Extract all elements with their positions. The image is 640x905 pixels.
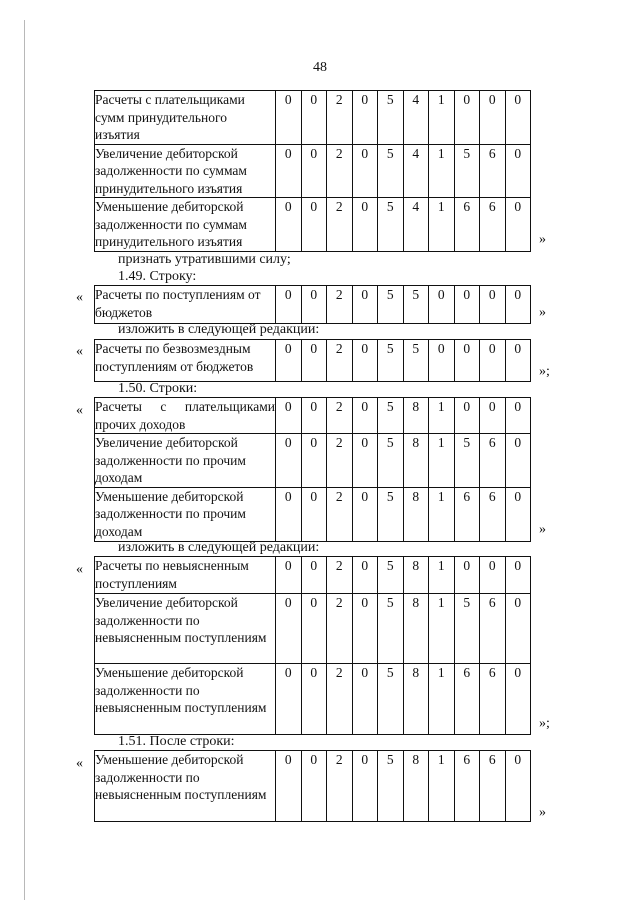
code-digit: 0: [352, 751, 378, 822]
code-digit: 0: [480, 91, 506, 145]
code-digit: 0: [505, 487, 531, 541]
row-label: Расчеты по поступлениям от бюджетов: [95, 286, 276, 324]
code-digit: 0: [352, 487, 378, 541]
opening-quote: «: [76, 756, 83, 771]
row-label: Уменьшение дебиторской задолженности по невыясненным поступлениям: [95, 751, 276, 822]
code-digit: 0: [505, 398, 531, 434]
table-budget-receipts: [94, 285, 531, 324]
code-digit: 6: [480, 434, 506, 488]
code-digit: 1: [429, 751, 455, 822]
code-digit: 5: [378, 340, 404, 382]
row-label: Уменьшение дебиторской задолженности по суммам принудительного изъятия: [95, 198, 276, 252]
table-row: [95, 398, 531, 434]
code-digit: 4: [403, 144, 429, 198]
code-digit: 0: [301, 286, 327, 324]
code-digit: 8: [403, 594, 429, 664]
closing-quote: »: [539, 305, 546, 320]
table-row: [95, 487, 531, 541]
code-digit: 8: [403, 434, 429, 488]
table-row: [95, 594, 531, 664]
instruction-text: признать утратившими силу;: [118, 252, 291, 267]
code-digit: 0: [352, 557, 378, 594]
opening-quote: «: [76, 344, 83, 359]
code-digit: 2: [327, 434, 353, 488]
code-digit: 5: [378, 434, 404, 488]
table-row: [95, 557, 531, 594]
code-digit: 0: [301, 398, 327, 434]
instruction-text: изложить в следующей редакции:: [118, 322, 320, 337]
code-digit: 5: [378, 286, 404, 324]
code-digit: 2: [327, 751, 353, 822]
opening-quote: «: [76, 562, 83, 577]
code-digit: 8: [403, 751, 429, 822]
code-digit: 4: [403, 198, 429, 252]
code-digit: 2: [327, 91, 353, 145]
code-digit: 0: [301, 664, 327, 735]
table-row: [95, 751, 531, 822]
code-digit: 1: [429, 557, 455, 594]
code-digit: 5: [454, 434, 480, 488]
section-heading: 1.51. После строки:: [118, 734, 235, 749]
code-digit: 0: [352, 91, 378, 145]
section-heading: 1.50. Строки:: [118, 381, 198, 396]
table-other-income: [94, 397, 531, 542]
code-digit: 0: [301, 487, 327, 541]
code-digit: 0: [505, 751, 531, 822]
code-digit: 6: [480, 664, 506, 735]
code-digit: 0: [505, 434, 531, 488]
table-free-budget-receipts: [94, 339, 531, 382]
code-digit: 5: [378, 144, 404, 198]
closing-quote: »;: [539, 364, 550, 379]
row-label: Расчеты по невыясненным поступлениям: [95, 557, 276, 594]
code-digit: 0: [276, 664, 302, 735]
code-digit: 6: [480, 198, 506, 252]
code-digit: 0: [505, 144, 531, 198]
code-digit: 6: [454, 487, 480, 541]
opening-quote: «: [76, 403, 83, 418]
code-digit: 0: [301, 594, 327, 664]
code-digit: 0: [480, 398, 506, 434]
code-digit: 0: [352, 664, 378, 735]
code-digit: 0: [276, 398, 302, 434]
row-label: Расчеты по безвозмездным поступлениям от бюджетов: [95, 340, 276, 382]
code-digit: 2: [327, 144, 353, 198]
row-label: Расчеты с плательщиками сумм принудительного изъятия: [95, 91, 276, 145]
table-row: [95, 664, 531, 735]
code-digit: 0: [505, 340, 531, 382]
code-digit: 8: [403, 398, 429, 434]
table-row: [95, 91, 531, 145]
code-digit: 6: [454, 751, 480, 822]
code-digit: 2: [327, 557, 353, 594]
code-digit: 0: [301, 751, 327, 822]
code-digit: 0: [276, 557, 302, 594]
table-receivables-forced: [94, 90, 531, 252]
code-digit: 0: [301, 198, 327, 252]
code-digit: 6: [480, 751, 506, 822]
section-heading: 1.49. Строку:: [118, 269, 197, 284]
table-after-row: [94, 750, 531, 822]
code-digit: 1: [429, 434, 455, 488]
code-digit: 1: [429, 198, 455, 252]
closing-quote: »;: [539, 716, 550, 731]
code-digit: 5: [378, 594, 404, 664]
closing-quote: »: [539, 805, 546, 820]
code-digit: 0: [301, 144, 327, 198]
code-digit: 0: [276, 286, 302, 324]
code-digit: 0: [276, 594, 302, 664]
code-digit: 0: [480, 557, 506, 594]
code-digit: 8: [403, 664, 429, 735]
code-digit: 0: [276, 144, 302, 198]
code-digit: 0: [276, 751, 302, 822]
code-digit: 0: [505, 664, 531, 735]
code-digit: 4: [403, 91, 429, 145]
code-digit: 5: [403, 340, 429, 382]
code-digit: 6: [454, 198, 480, 252]
code-digit: 1: [429, 594, 455, 664]
code-digit: 0: [352, 144, 378, 198]
closing-quote: »: [539, 232, 546, 247]
code-digit: 0: [352, 340, 378, 382]
code-digit: 0: [276, 487, 302, 541]
code-digit: 0: [276, 340, 302, 382]
table-row: [95, 340, 531, 382]
code-digit: 6: [480, 594, 506, 664]
code-digit: 0: [301, 340, 327, 382]
table-row: [95, 144, 531, 198]
code-digit: 8: [403, 557, 429, 594]
code-digit: 0: [352, 286, 378, 324]
code-digit: 5: [454, 594, 480, 664]
code-digit: 1: [429, 664, 455, 735]
row-label: Расчеты с плательщиками прочих доходов: [95, 399, 275, 432]
code-digit: 0: [505, 198, 531, 252]
code-digit: 0: [505, 91, 531, 145]
code-digit: 2: [327, 286, 353, 324]
code-digit: 0: [352, 398, 378, 434]
code-digit: 0: [301, 91, 327, 145]
code-digit: 5: [378, 91, 404, 145]
code-digit: 1: [429, 91, 455, 145]
code-digit: 0: [276, 434, 302, 488]
code-digit: 2: [327, 398, 353, 434]
table-row: [95, 286, 531, 324]
row-label: Уменьшение дебиторской задолженности по невыясненным поступлениям: [95, 664, 276, 735]
code-digit: 0: [480, 286, 506, 324]
code-digit: 0: [454, 340, 480, 382]
code-digit: 6: [480, 144, 506, 198]
code-digit: 0: [352, 594, 378, 664]
instruction-text: изложить в следующей редакции:: [118, 540, 320, 555]
code-digit: 1: [429, 144, 455, 198]
code-digit: 5: [378, 398, 404, 434]
code-digit: 1: [429, 487, 455, 541]
code-digit: 0: [480, 340, 506, 382]
code-digit: 0: [454, 398, 480, 434]
code-digit: 5: [378, 557, 404, 594]
code-digit: 0: [454, 557, 480, 594]
code-digit: 0: [505, 286, 531, 324]
code-digit: 8: [403, 487, 429, 541]
code-digit: 5: [454, 144, 480, 198]
code-digit: 2: [327, 487, 353, 541]
code-digit: 6: [480, 487, 506, 541]
code-digit: 0: [276, 198, 302, 252]
code-digit: 5: [378, 487, 404, 541]
code-digit: 0: [505, 557, 531, 594]
code-digit: 0: [454, 91, 480, 145]
table-row: [95, 434, 531, 488]
code-digit: 0: [454, 286, 480, 324]
code-digit: 6: [454, 664, 480, 735]
row-label: Увеличение дебиторской задолженности по суммам принудительного изъятия: [95, 144, 276, 198]
table-unclear-receipts: [94, 556, 531, 735]
code-digit: 0: [429, 286, 455, 324]
row-label: Увеличение дебиторской задолженности по прочим доходам: [95, 434, 276, 488]
row-label: Уменьшение дебиторской задолженности по прочим доходам: [95, 487, 276, 541]
row-label: Увеличение дебиторской задолженности по невыясненным поступлениям: [95, 594, 276, 664]
page-number: 48: [313, 60, 327, 75]
code-digit: 0: [301, 434, 327, 488]
code-digit: 0: [352, 198, 378, 252]
code-digit: 5: [378, 664, 404, 735]
code-digit: 5: [378, 751, 404, 822]
code-digit: 0: [276, 91, 302, 145]
code-digit: 5: [403, 286, 429, 324]
code-digit: 0: [352, 434, 378, 488]
code-digit: 0: [429, 340, 455, 382]
code-digit: 2: [327, 594, 353, 664]
code-digit: 5: [378, 198, 404, 252]
opening-quote: «: [76, 290, 83, 305]
code-digit: 2: [327, 198, 353, 252]
table-row: [95, 198, 531, 252]
code-digit: 2: [327, 340, 353, 382]
code-digit: 0: [505, 594, 531, 664]
code-digit: 0: [301, 557, 327, 594]
code-digit: 1: [429, 398, 455, 434]
closing-quote: »: [539, 522, 546, 537]
code-digit: 2: [327, 664, 353, 735]
